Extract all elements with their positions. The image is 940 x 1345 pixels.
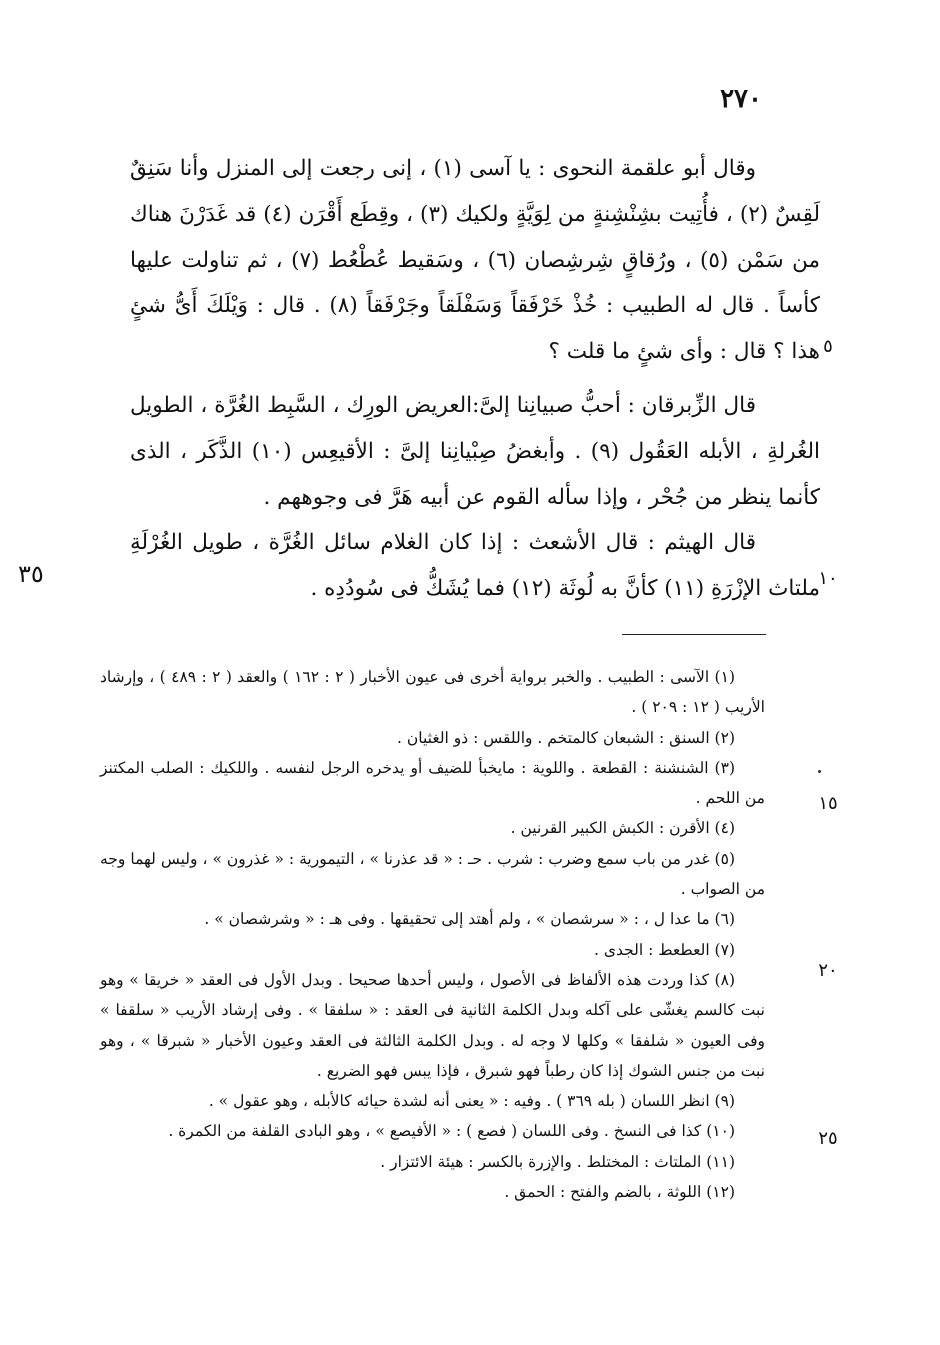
footnote-2: (٢) السنق : الشبعان كالمتخم . واللقس : ذو الغثيان . bbox=[397, 728, 735, 747]
paragraph-haytham: قال الهيثم : قال الأشعث : إذا كان الغلام سائل الغُرَّة ، طويل الغُرْلَةِ ملتاث الإزْرَةِ (١١) كأنَّ به لُوثَة (١٢) فما يُشَكُّ فى سُودُدِه . bbox=[130, 530, 820, 602]
footnote-4: (٤) الأقرن : الكبش الكبير القرنين . bbox=[510, 819, 735, 838]
footnote-9: (٩) انظر اللسان ( بله ٣٦٩ ) . وفيه : « يعنى أنه لشدة حيائه كالأبله ، وهو عقول » . bbox=[208, 1092, 735, 1111]
page-number: ٢٧٠ bbox=[720, 84, 762, 114]
footnote-1: (١) الآسى : الطبيب . والخبر برواية أخرى فى عيون الأخبار ( ٢ : ١٦٢ ) والعقد ( ٢ : ٤٨٩ ) ، وإرشاد الأريب ( ١٢ : ٢٠٩ ) . bbox=[100, 668, 765, 717]
footnote-separator bbox=[622, 634, 766, 635]
footnotes bbox=[100, 662, 765, 1207]
line-number-10: ١٠ bbox=[818, 568, 838, 589]
line-number-25: ٢٥ bbox=[818, 1128, 838, 1149]
footnote-10: (١٠) كذا فى النسخ . وفى اللسان ( فصع ) : « الأفيصع » ، وهو البادى القلفة من الكمرة . bbox=[168, 1122, 735, 1141]
footnote-5: (٥) غدر من باب سمع وضرب : شرب . حـ : « قد عذرنا » ، التيمورية : « غذرون » ، وليس لهما وجه من الصواب . bbox=[100, 849, 765, 899]
footnote-11: (١١) الملتاث : المختلط . والإزرة بالكسر : هيئة الائتزار . bbox=[380, 1152, 735, 1171]
footnote-8: (٨) كذا وردت هذه الألفاظ فى الأصول ، وليس أحدها صحيحا . وبدل الأول فى العقد « خريقا » وهو نبت كالسم يغشّى على آكله وبدل الكلمة الثانية فى العقد : « سلفقا » . وفى إرشاد الأريب « سلقفا » وفى العيون « شلفقا » وكلها لا وجه له . وبدل الكلمة الثالثة فى العقد وعيون الأخبار « شبرقا » ، وهو نبت من جنس الشوك إذا كان رطباً فهو شبرق ، فإذا يبس فهو الضريع . bbox=[100, 970, 765, 1080]
paragraph-abu-alqama: وقال أبو علقمة النحوى : يا آسى (١) ، إنى رجعت إلى المنزل وأنا سَنِقٌ لَقِسٌ (٢) ، فأُتِيت بشِنْشِنةٍ من لِوَيَّةٍ ولكيك (٣) ، وقِطَع أَقْرَن (٤) قد غَدَرْنَ هناك من سَمْن (٥) ، ورُقاقٍ شِرشِصان (٦) ، وسَقيط عُطْعُط (٧) ، ثم تناولت عليها كأساً . قال له الطبيب : خُذْ خَرْفَقاً وَسَفْلَقاً وجَرْفَقاً (٨) . قال : وَيْلَكَ أَىُّ شئٍ هذا ؟ قال : وأى شئٍ ما قلت ؟ bbox=[130, 156, 820, 365]
paragraph-zibriqan: قال الزِّبرقان : أحبُّ صبيانِنا إلىَّ:العريض الورِك ، السَّبِط الغُرَّة ، الطويل الغُرلةِ ، الأبله العَقُول (٩) . وأبغضُ صِبْيانِنا إلىَّ : الأقيعِس (١٠) الذَّكَر ، الذى كأنما ينظر من جُحْر ، وإذا سأله القوم عن أبيه هَرَّ فى وجوههم . bbox=[130, 392, 820, 510]
side-page-number: ٣٥ bbox=[18, 560, 44, 588]
footnote-6: (٦) ما عدا ل ، : « سرشصان » ، ولم أهتد إلى تحقيقها . وفى هـ : « وشرشصان » . bbox=[204, 910, 735, 929]
footnote-7: (٧) العطعط : الجدى . bbox=[593, 940, 735, 959]
line-number-5: ٥ bbox=[823, 336, 833, 357]
margin-dot bbox=[818, 770, 821, 773]
footnote-12: (١٢) اللوثة ، بالضم والفتح : الحمق . bbox=[504, 1183, 735, 1202]
footnote-3: (٣) الشنشنة : القطعة . واللوية : مايخبأ للضيف أو يدخره الرجل لنفسه . واللكيك : الصلب المكتنز من اللحم . bbox=[100, 758, 765, 808]
line-number-20: ٢٠ bbox=[818, 960, 838, 981]
main-text bbox=[130, 146, 820, 612]
line-number-15: ١٥ bbox=[818, 793, 838, 814]
